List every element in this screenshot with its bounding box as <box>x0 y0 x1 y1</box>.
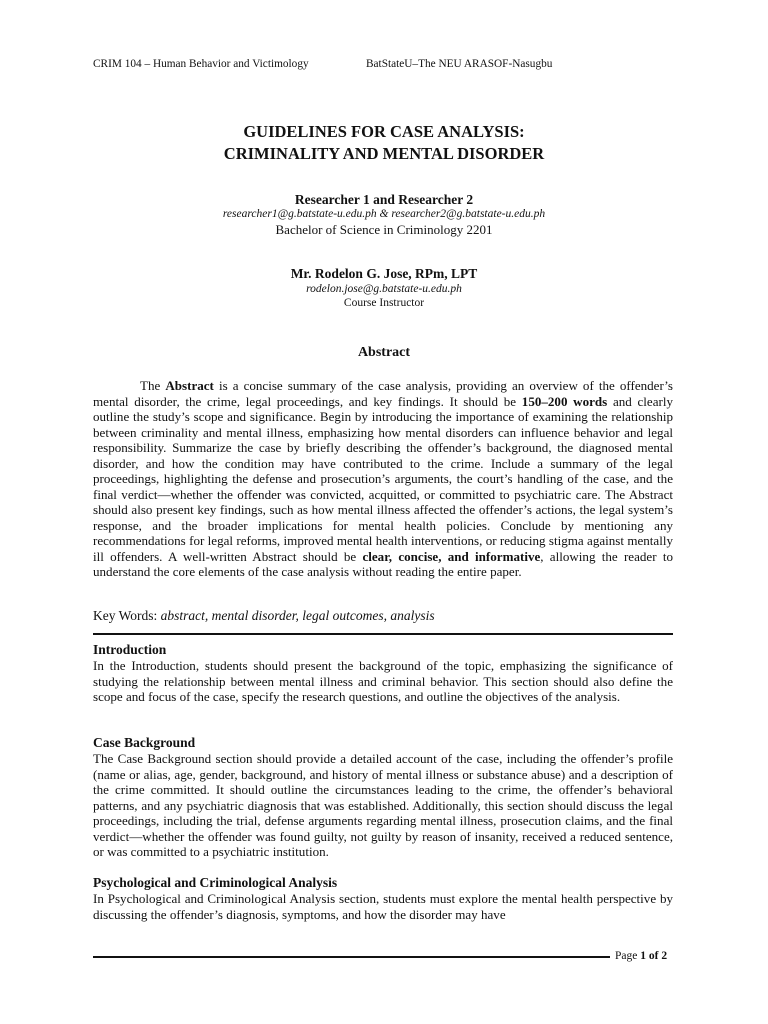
case-background-text: The Case Background section should provide a detailed account of the case, including the offender’s profile (name or alias, age, gender, background, and history of mental illness or substance abuse) and a description of the crime committed. It should outline the circumstances leading to the crime, the offender’s behavioral patterns, and any psychiatric diagnosis that was established. Additionally, this section should discuss the legal proceedings, including the trial, defense arguments regarding mental illness, prosecution claims, and the final verdict—whether the offender was found guilty, not guilty by reason of insanity, received a reduced sentence, or was committed to a psychiatric institution. <box>93 751 673 859</box>
abstract-paragraph <box>93 378 673 580</box>
keywords <box>93 608 435 624</box>
author-emails: researcher1@g.batstate-u.edu.ph & researcher2@g.batstate-u.edu.ph <box>222 208 546 220</box>
abstract-text: is a concise summary of the case analysis, providing an overview of the offender’s mental disorder, the crime, legal proceedings, and key findings. It should be <box>93 378 673 409</box>
introduction-text: In the Introduction, students should present the background of the topic, emphasizing the significance of studying the relationship between mental illness and criminal behavior. This section should also define the scope and focus of the case, specify the research questions, and outline the objectives of the analysis. <box>93 658 673 704</box>
analysis-heading: Psychological and Criminological Analysis <box>93 875 338 890</box>
instructor-email: rodelon.jose@g.batstate-u.edu.ph <box>306 283 462 295</box>
title-line-1: GUIDELINES FOR CASE ANALYSIS: <box>243 122 525 141</box>
keywords-value: abstract, mental disorder, legal outcomes, analysis <box>160 608 435 623</box>
analysis-text: In Psychological and Criminological Analysis section, students must explore the mental health perspective by discussing the offender’s diagnosis, symptoms, and how the disorder may have <box>93 891 673 922</box>
abstract-text: , allowing the reader to understand the core elements of the case analysis without reading the entire paper. <box>93 548 673 579</box>
abstract-body <box>93 378 673 580</box>
abstract-term: Abstract <box>165 378 214 393</box>
abstract-emphasis: clear, concise, and informative <box>362 548 541 564</box>
document-title <box>0 121 768 165</box>
institution-header: BatStateU–The NEU ARASOF-Nasugbu <box>366 58 553 70</box>
page-label: Page <box>615 950 641 962</box>
author-program: Bachelor of Science in Criminology 2201 <box>275 222 493 237</box>
title-line-2: CRIMINALITY AND MENTAL DISORDER <box>223 144 545 163</box>
case-background-heading: Case Background <box>93 735 196 750</box>
page-of: of <box>645 950 662 962</box>
instructor-name: Mr. Rodelon G. Jose, RPm, LPT <box>290 266 478 281</box>
total-pages: 2 <box>661 950 668 962</box>
section-divider <box>93 633 673 635</box>
keywords-label: Key Words: <box>93 608 161 623</box>
introduction-heading: Introduction <box>93 642 167 657</box>
footer-divider <box>93 956 610 958</box>
author-names: Researcher 1 and Researcher 2 <box>294 192 474 207</box>
abstract-text: and clearly outline the study’s scope and significance. Begin by introducing the importance of examining the relationship between criminality and mental illness, emphasizing how mental disorders can influence behavior and legal responsibility. Summarize the case by briefly describing the offender’s background, the diagnosed mental disorder, and how the condition may have contributed to the crime. Include a summary of the legal proceedings, highlighting the defense and prosecution’s arguments, the court’s handling of the case, and the final verdict—whether the offender was convicted, acquitted, or committed to psychiatric care. The Abstract should also present key findings, such as how mental illness affected the offender’s actions, the legal system’s response, and the broader implications for mental health policies. Conclude by mentioning any recommendations for legal reforms, improved mental health interventions, or reducing stigma against mentally ill offenders. A well-written Abstract should be <box>93 393 673 564</box>
abstract-word-count: 150–200 words <box>521 393 608 409</box>
page-number <box>615 950 667 962</box>
instructor-role: Course Instructor <box>343 297 425 309</box>
current-page: 1 <box>640 950 646 962</box>
abstract-heading: Abstract <box>357 345 411 360</box>
abstract-text: The <box>140 378 166 393</box>
course-header: CRIM 104 – Human Behavior and Victimology <box>93 58 309 70</box>
